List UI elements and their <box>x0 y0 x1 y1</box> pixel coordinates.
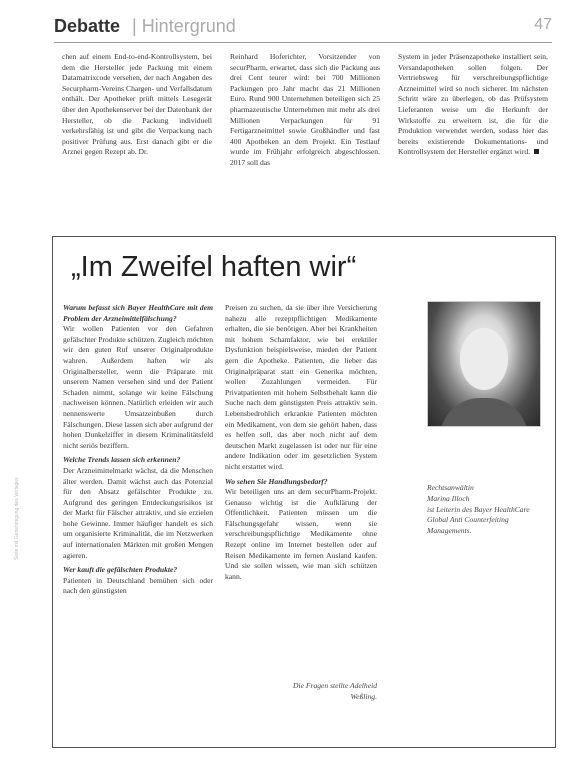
interview-column-1 <box>63 303 213 601</box>
article-column-2: Reinhard Hoferichter, Vorsitzender von securPharm, erwartet, dass sich die Packung aus drei Cent teurer wird: bei 700 Millionen Packungen pro Jahr macht das 21 Millionen Euro. Rund 900 Unternehmen beteiligen sich 25 pharmazeutische Unternehmen mit mehr als drei Millionen Verpackungen für 91 Fertigarzneimittel sowie Großhändler und fast 400 Apotheken an dem Projekt. Ein Testlauf wurde im Frühjahr erfolgreich abgeschlossen. 2017 soll das <box>230 52 380 167</box>
page-number: 47 <box>534 16 552 33</box>
caption-role: Rechtsanwältin <box>427 483 474 492</box>
portrait-face <box>460 328 508 390</box>
margin-note: Seite mit Genehmigung des Verlages <box>14 477 20 560</box>
subsection-title: | Hintergrund <box>132 16 236 36</box>
answer: Wir wollen Patienten vor den Gefahren gefälschter Produkte schützen. Zugleich möchten wir den guten Ruf unserer Originalprodukte wahren. Außerdem haften wir als Originalhersteller, wenn die Präparate mit unserem Namen versehen sind und der Patient Schaden nimmt, solange wir keine Fälschung nachweisen können. Natürlich erleiden wir auch nennenswerte Umsatzeinbußen durch Fälschungen. Diese lassen sich aber aufgrund der hohen Dunkelziffer in diesem Kriminalitätsfeld nicht seriös beziffern. <box>63 324 213 450</box>
question: Welche Trends lassen sich erkennen? <box>63 455 181 465</box>
article-column-1: chen auf einem End-to-end-Kontrollsystem, bei dem die Hersteller jede Packung mit einem Datamatrixcode versehen, der nach Angaben des Securpharm-Vereins Chargen- und Verfallsdatum enthält. Der Apotheker prüft mittels Lesegerät über den Apothekenserver bei der Datenbank der Hersteller, ob die Packung individuell verkehrsfähig ist und gibt die Verpackung nach positiver Prüfung aus. Erst danach gibt er die Arznei gegen Rezept ab. Dr. <box>62 52 212 157</box>
article-column-3 <box>398 52 548 158</box>
answer: Der Arzneimittelmarkt wächst, da die Menschen älter werden. Damit wächst auch das Potenzial für den Absatz gefälschter Produkte zu. Aufgrund des geringen Entdeckungsrisikos ist der Markt für Fälscher attraktiv, und sie erzielen hohe Gewinne. Immer häufiger handelt es sich um organisierte Kriminalität, die im Netzwerken auf internationalen Märkten mit großen Mengen agieren. <box>63 465 213 560</box>
caption-name: Marina Illoch <box>427 493 470 503</box>
photo-caption <box>427 483 539 537</box>
question: Warum befasst sich Bayer HealthCare mit dem Problem der Arzneimittelfälschung? <box>63 303 213 323</box>
interview-headline: „Im Zweifel haften wir“ <box>71 251 357 283</box>
end-mark-icon <box>534 149 539 154</box>
question: Wo sehen Sie Handlungsbedarf? <box>225 476 328 486</box>
question: Wer kauft die gefälschten Produkte? <box>63 565 178 575</box>
portrait-photo <box>427 301 541 427</box>
answer: Patienten in Deutschland bemühen sich oder nach den günstigsten <box>63 575 213 596</box>
portrait-shoulders <box>440 398 528 427</box>
caption-description: ist Leiterin des Bayer HealthCare Global Anti Counterfeiting Managements. <box>427 504 530 536</box>
subsection-label: Hintergrund <box>141 16 236 36</box>
interview-column-2 <box>225 303 377 586</box>
interview-credit: Die Fragen stellte Adelheid Weßling. <box>292 681 377 701</box>
article-columns <box>62 52 550 232</box>
page-header <box>54 14 552 43</box>
answer: Wir beteiligen uns an dem securPharm-Projekt. Genauso wichtig ist die Aufklärung der Öffentlichkeit. Patienten müssen um die Fälschungsgefahr wissen, wenn sie verschreibungspflichtige Medikamente ohne Rezept online im Internet bestellen oder auf Reisen Medikamente im fernen Ausland kaufen. Und sie sollen wissen, wie man sich schützen kann. <box>225 487 377 581</box>
article-column-3-text: System in jeder Präsenzapotheke installiert sein, Versandapotheken sollen folgen. Der Vertriebsweg für verschreibungspflichtige Arzneimittel wird so noch sicherer. Im nächsten Schritt wäre zu überlegen, ob das Prüfsystem Lieferanten weise um die Herkunft der Wirkstoffe zu erweitern ist, die für die Produktion verwendet werden, sodass hier das bereits existierende Dokumentations- und Kontrollsystem der Hersteller ergänzt wird. <box>398 52 548 157</box>
section-title: Debatte <box>54 16 121 36</box>
answer: Preisen zu suchen, da sie über ihre Versicherung nahezu alle rezeptpflichtigen Medikamente erhalten, die sie benötigen. Aber bei Krankheiten mit hohem Schamfaktor, wie bei erektiler Dysfunktion beispielsweise, mieden der Patient gern die Apotheke. Patienten, die lieber das Originalpräparat statt ein Generika möchten, wollen Zuzahlungen vermeiden. Für Privatpatienten mit hohem Selbstbehalt kann die Suche nach dem günstigsten Preis attraktiv sein. Lebensbedrohlich erkrankte Patienten möchten ein Medikament, von dem sie gehört haben, dass es helfen soll, das aber noch nicht auf dem deutschen Markt zugelassen ist oder nur für eine andere Indikation oder im gesetzlichen System nicht erstattet wird. <box>225 303 377 471</box>
interview-box <box>52 236 556 748</box>
